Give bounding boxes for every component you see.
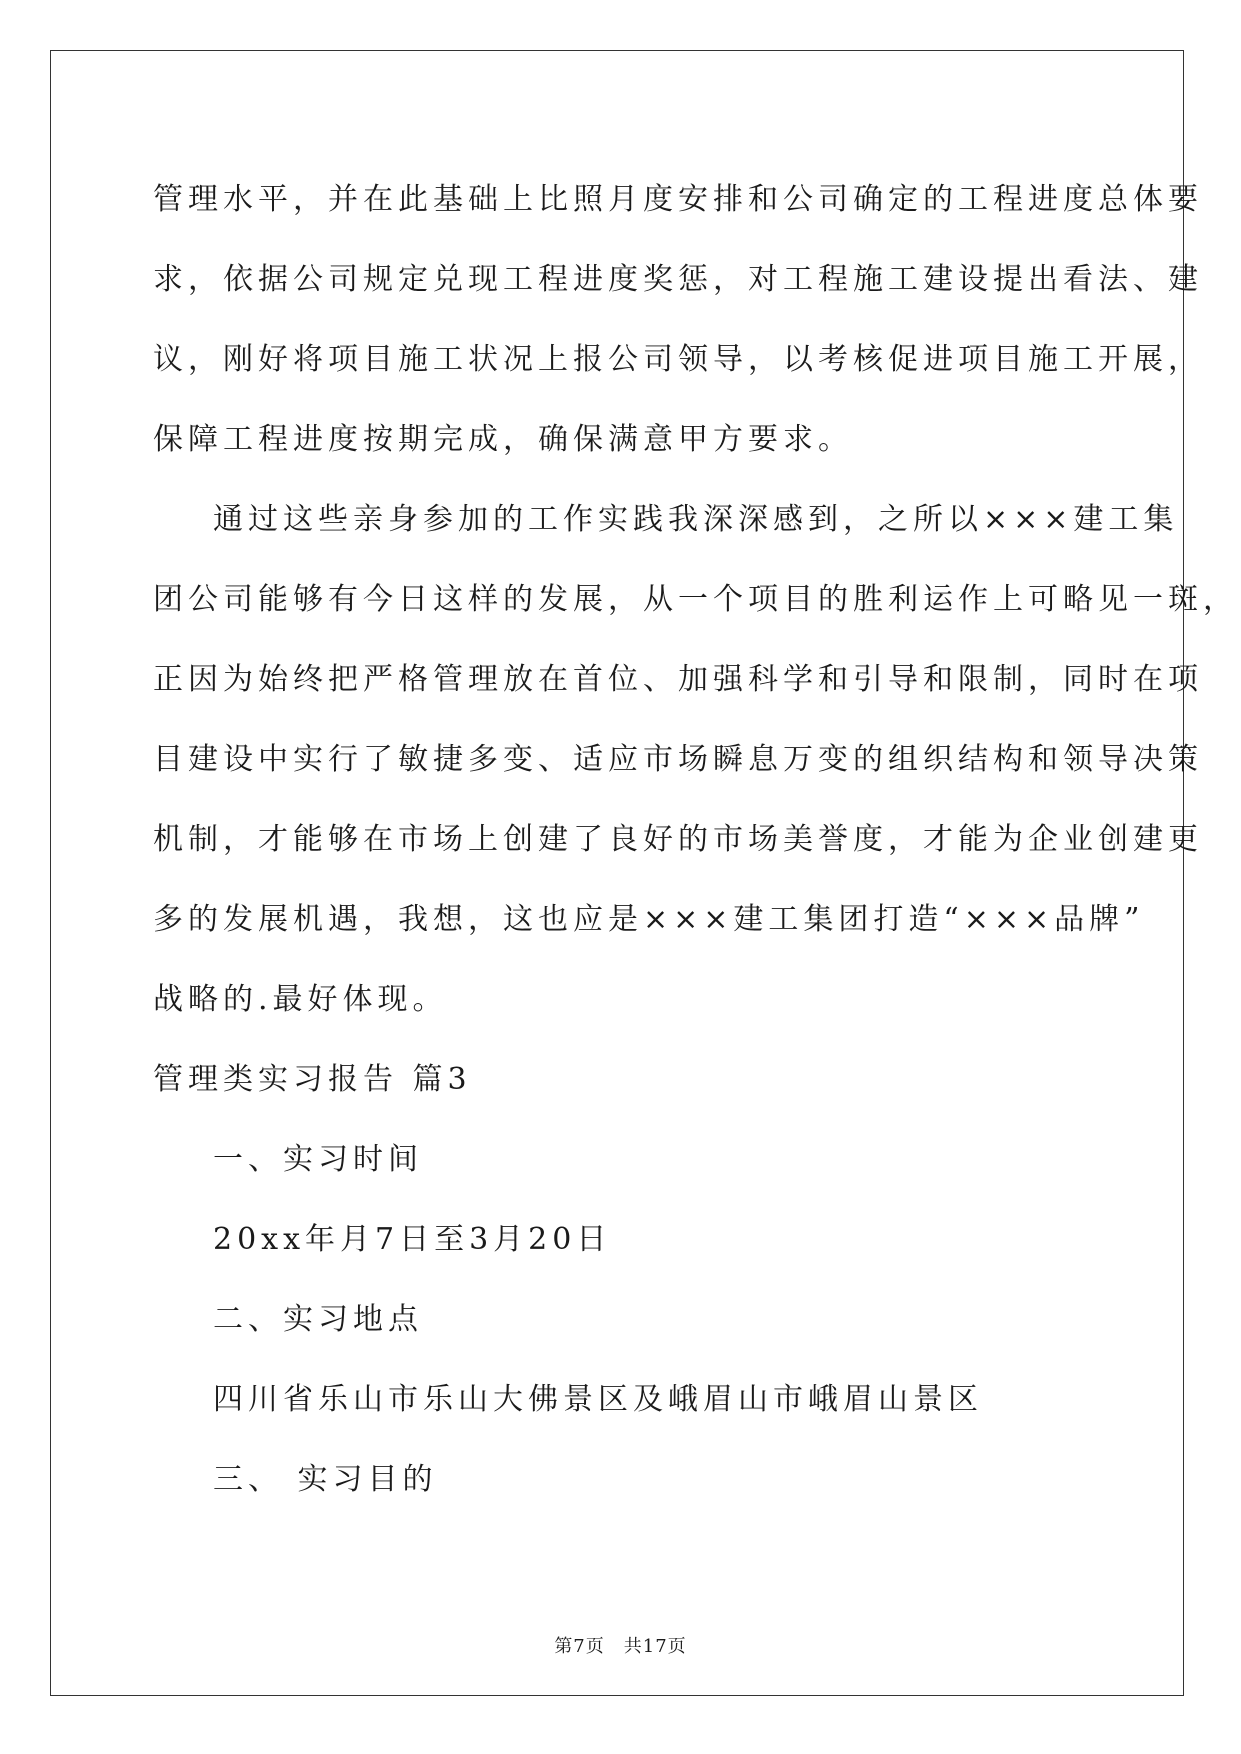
page-number: 第7页 共17页 [554,1636,687,1657]
paragraph-1-line-2: 求，依据公司规定兑现工程进度奖惩，对工程施工建设提出看法、建 [153,262,1203,297]
section-item-1: 一、实习时间 [213,1142,423,1177]
section-title: 管理类实习报告 篇3 [153,1062,472,1097]
paragraph-1-line-1: 管理水平，并在此基础上比照月度安排和公司确定的工程进度总体要 [153,182,1203,217]
document-body [153,160,1238,1520]
paragraph-2-line-4: 目建设中实行了敏捷多变、适应市场瞬息万变的组织结构和领导决策 [153,742,1203,777]
paragraph-2-line-7: 战略的.最好体现。 [153,982,448,1017]
paragraph-1-line-4: 保障工程进度按期完成，确保满意甲方要求。 [153,422,853,457]
paragraph-2-line-3: 正因为始终把严格管理放在首位、加强科学和引导和限制，同时在项 [153,662,1203,697]
paragraph-2-line-2: 团公司能够有今日这样的发展，从一个项目的胜利运作上可略见一斑， [153,582,1238,617]
section-item-2: 20xx年月7日至3月20日 [213,1222,612,1257]
paragraph-2-line-1: 通过这些亲身参加的工作实践我深深感到，之所以×××建工集 [213,502,1179,537]
section-item-5: 三、 实习目的 [213,1462,438,1497]
paragraph-2-line-6: 多的发展机遇，我想，这也应是×××建工集团打造“×××品牌” [153,902,1145,937]
section-item-3: 二、实习地点 [213,1302,423,1337]
section-item-4: 四川省乐山市乐山大佛景区及峨眉山市峨眉山景区 [213,1382,983,1417]
paragraph-2-line-5: 机制，才能够在市场上创建了良好的市场美誉度，才能为企业创建更 [153,822,1203,857]
paragraph-1-line-3: 议，刚好将项目施工状况上报公司领导，以考核促进项目施工开展， [153,342,1203,377]
